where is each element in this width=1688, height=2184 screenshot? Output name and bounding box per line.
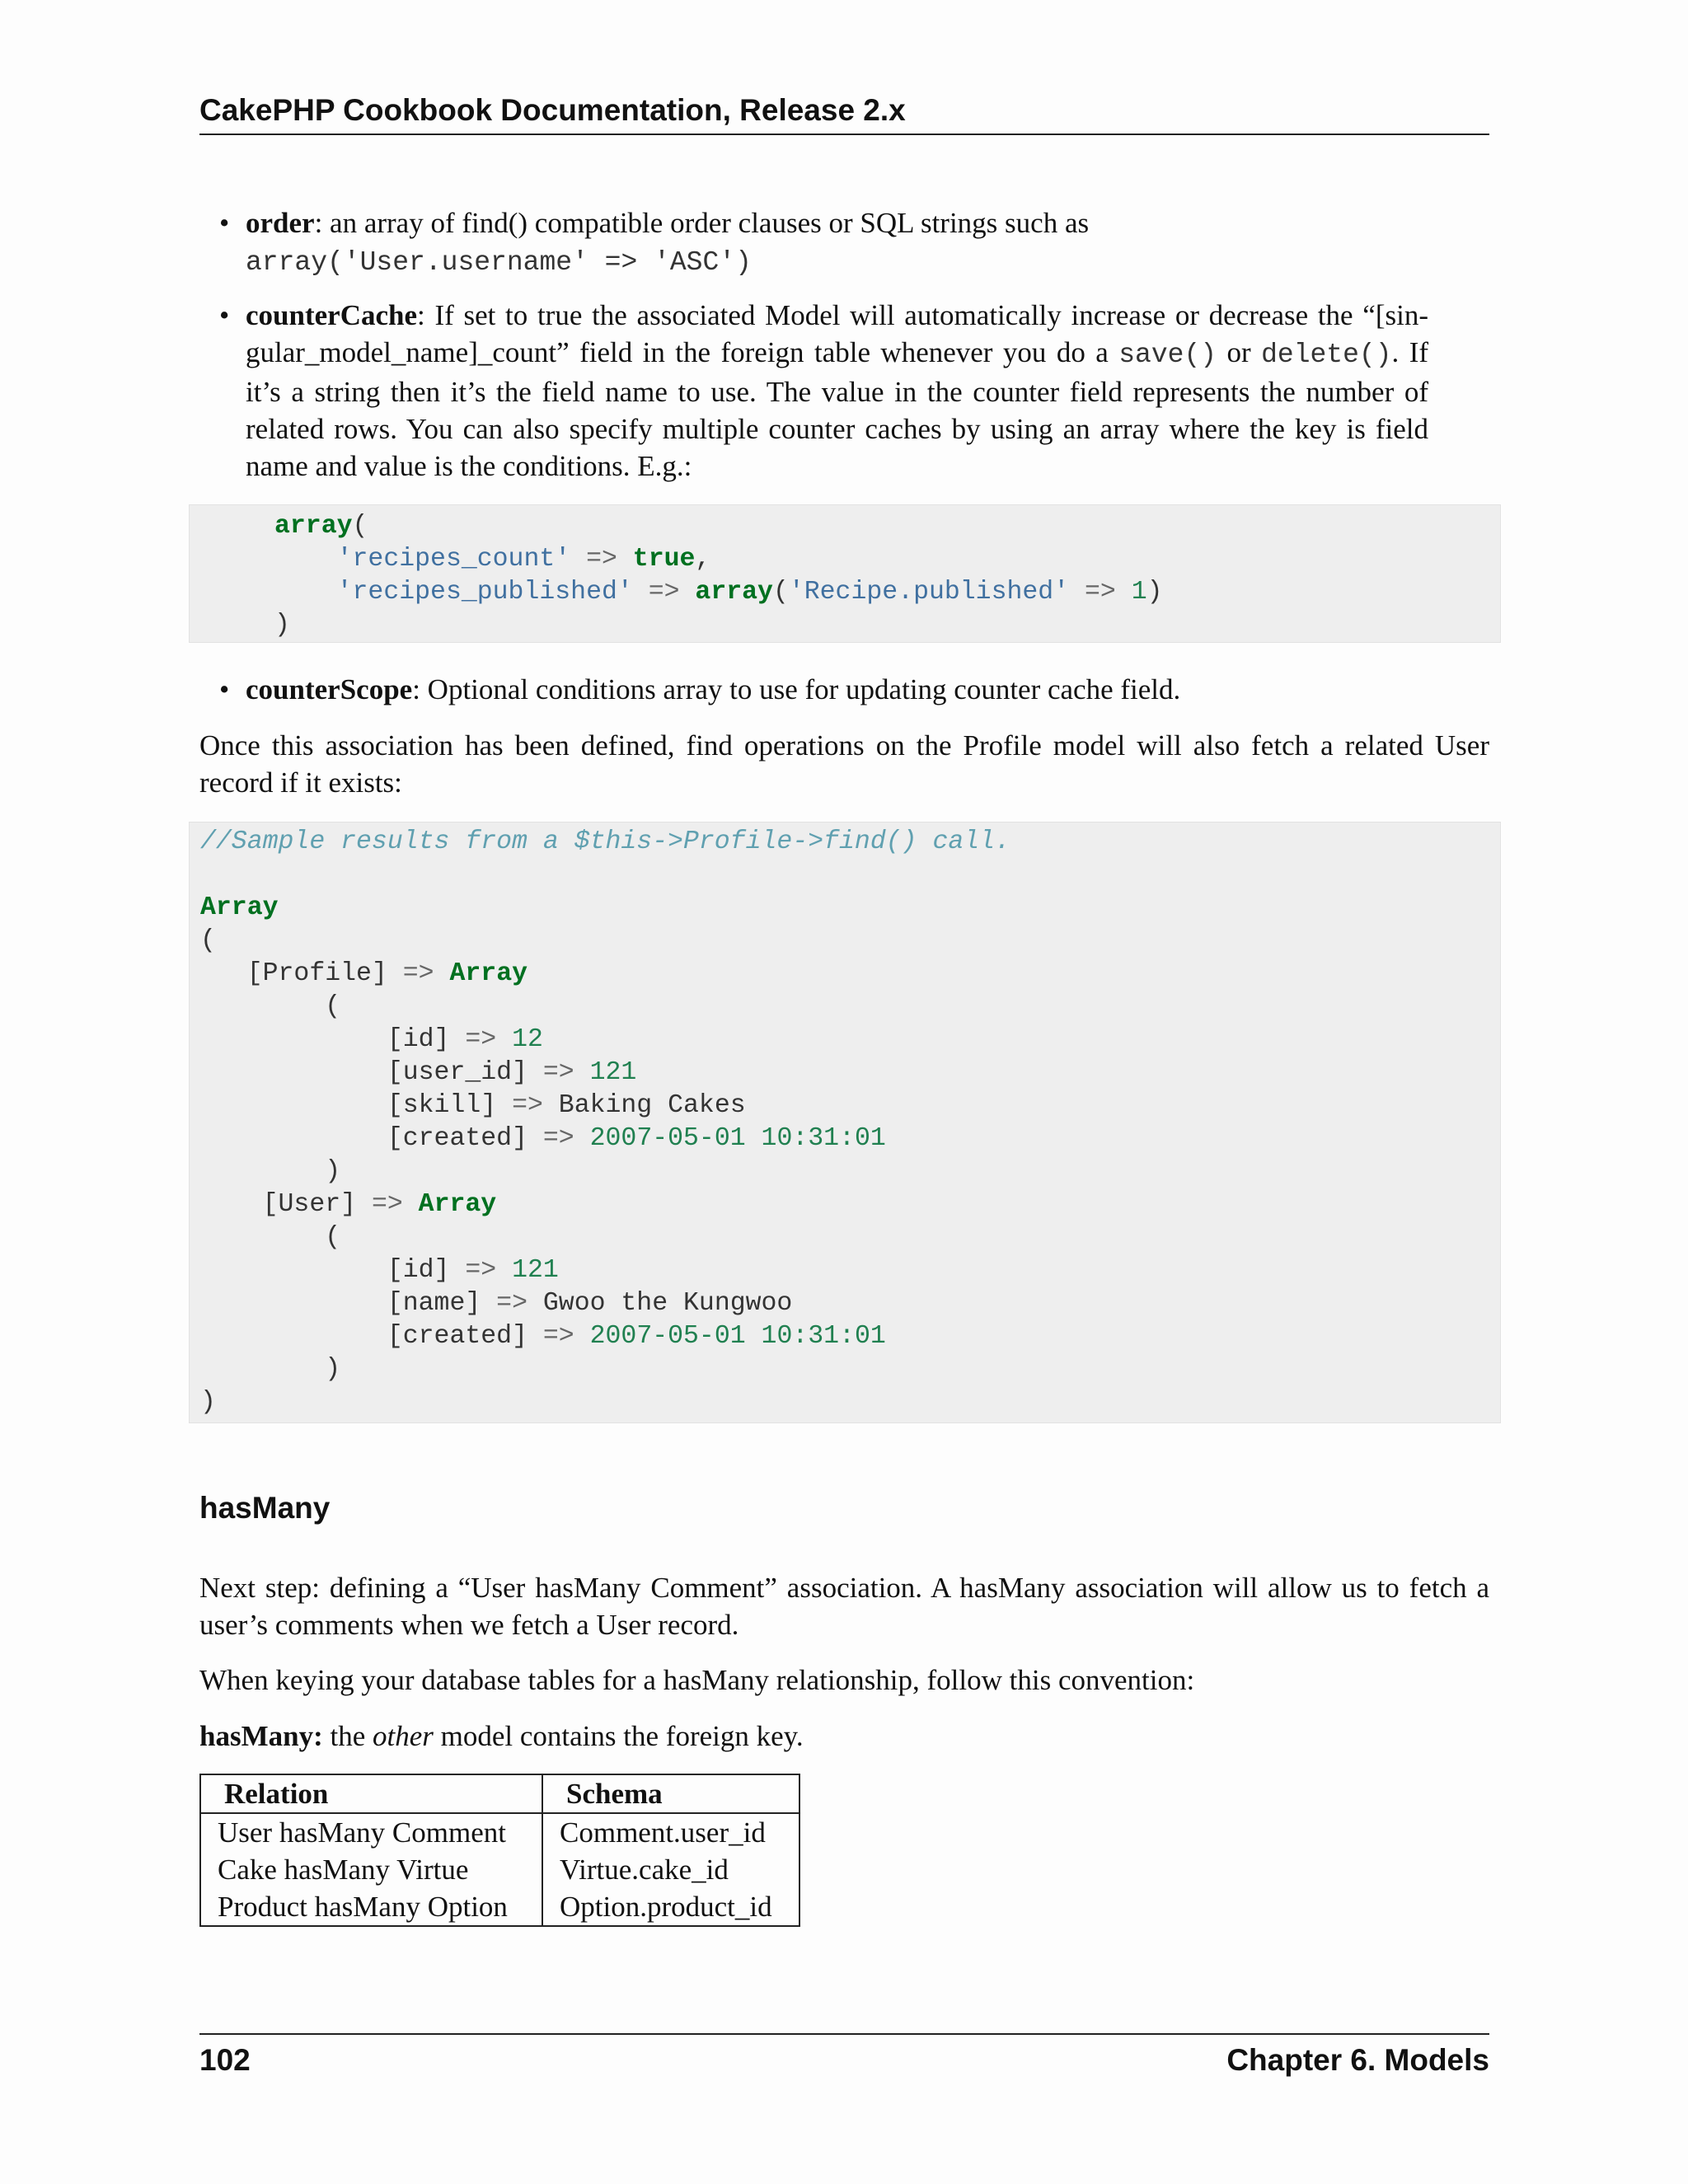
code-block-sample-results [189,822,1501,1423]
bullet-order [219,204,1428,281]
chapter-title: Chapter 6. Models [1226,2043,1489,2077]
bullet-text: : an array of find() compatible order clauses or SQL strings such as [314,207,1090,239]
table-cell: Product hasMany Option [200,1888,542,1926]
table-header-row [200,1774,799,1813]
column-header-schema: Schema [566,1778,663,1810]
table-cell: Virtue.cake_id [560,1854,729,1886]
header-rule [199,134,1489,135]
table-cell: Comment.user_id [560,1816,766,1849]
table-row [200,1851,799,1888]
rule-term: hasMany: [199,1720,323,1752]
relation-schema-table [199,1774,800,1927]
bullet-dot: • [219,207,230,239]
bullet-term: counterScope [246,673,413,705]
bullet-counter-cache [219,297,1429,485]
rule-emphasis: other [373,1720,434,1752]
inline-code-delete: delete() [1261,340,1392,370]
paragraph-once-defined: Once this association has been defined, find operations on the Profile model will also fetch a related User record if it exists: [199,729,1489,799]
table-cell: Cake hasMany Virtue [200,1851,542,1888]
bullet-text: . If it’s a string then it’s the field name to use. The value in the counter field represents the number of related rows. You can also specify multiple counter caches by using an array where the key is field name and value is the conditions. E.g.: [246,336,1429,482]
inline-code-save: save() [1118,340,1217,370]
inline-code: array('User.username' => 'ASC') [246,247,752,278]
paragraph-next-step: Next step: defining a “User hasMany Comment” association. A hasMany association will allow us to fetch a user’s comments when we fetch a User record. [199,1572,1489,1641]
bullet-dot: • [219,299,230,331]
table-cell: Option.product_id [560,1891,772,1923]
table-row [200,1813,799,1851]
table-cell: User hasMany Comment [200,1813,542,1851]
code-listing: array( 'recipes_count' => true, 'recipes_published' => array('Recipe.published' => 1) ) [274,512,1163,640]
running-header: CakePHP Cookbook Documentation, Release 2.x [199,93,906,127]
footer-rule [199,2033,1489,2035]
paragraph-hasmany-rule: hasMany: the other model contains the foreign key. [199,1720,804,1752]
bullet-text-or: or [1226,336,1251,368]
section-heading-hasmany: hasMany [199,1491,331,1525]
bullet-term: order [246,207,315,239]
bullet-term: counterCache [246,299,418,331]
bullet-text: : If set to true the associated Model will automatically increase or decrease the “[sin-gular_model_name]_count” field in the foreign table whenever you do a [246,299,1428,368]
bullet-dot: • [219,673,230,705]
code-listing: //Sample results from a $this->Profile->find() call. Array ( [Profile] => Array ( [id] => 12 [user_id] => 121 [skill] => Baking Cakes [created] => 2007-05-01 10:31:01 ) [User] => Array ( [id] => 121 [name] => Gwoo the Kungwoo [created] => 2007-05-01 10:31:01 ) ) [200,827,1010,1417]
table-row [200,1888,799,1926]
paragraph-keying: When keying your database tables for a hasMany relationship, follow this convention: [199,1664,1195,1696]
page-number: 102 [199,2043,251,2077]
bullet-counter-scope [219,671,1428,708]
column-header-relation: Relation [200,1774,542,1813]
code-block-counter-cache [189,504,1501,643]
bullet-text: : Optional conditions array to use for updating counter cache field. [412,673,1181,705]
